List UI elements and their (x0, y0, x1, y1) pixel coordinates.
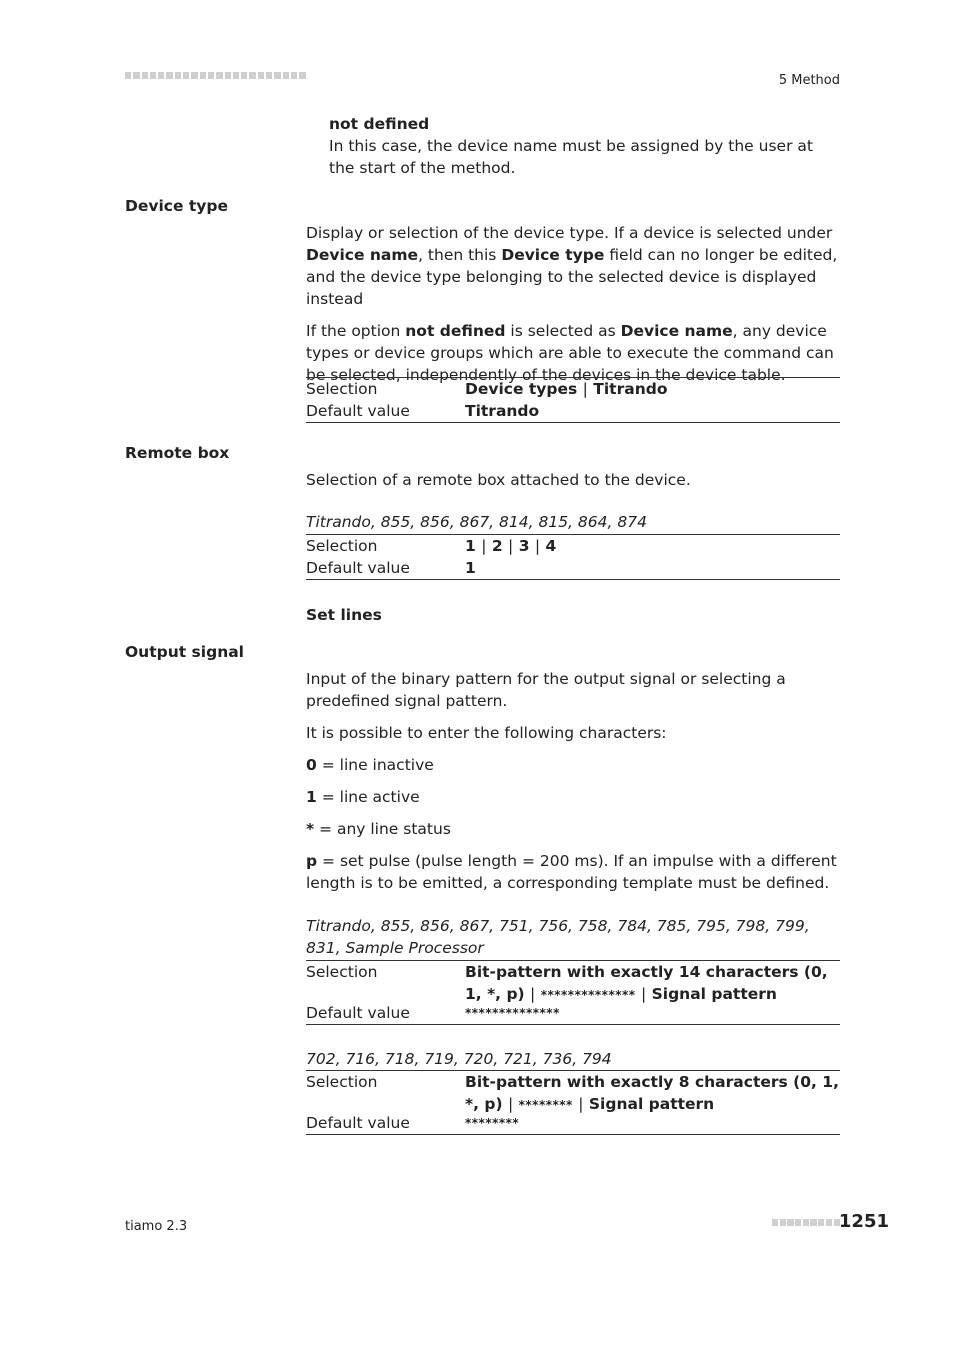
table-row (306, 400, 840, 422)
page-number: 1251 (838, 1211, 889, 1232)
option: 1 (465, 537, 476, 555)
paragraph: It is possible to enter the following characters: (306, 724, 667, 742)
paragraph: Input of the binary pattern for the output signal or selecting a predefined signal pattern. (306, 670, 786, 710)
table-value: Titrando (465, 402, 540, 420)
output-signal-table-1 (306, 960, 840, 1025)
remote-box-caption: Titrando, 855, 856, 867, 814, 815, 864, 874 (306, 513, 647, 531)
text: , any device types or device groups which are able to execute the command can be selected, independently of the devices in the device table. (306, 322, 834, 384)
term: Device name (306, 246, 419, 264)
table-row (306, 557, 840, 579)
text: field can no longer be edited, and the device type belonging to the selected device is displayed instead (306, 246, 838, 308)
table-row (306, 1002, 840, 1024)
separator: | (481, 537, 487, 555)
separator: | (578, 1095, 584, 1113)
char-key: 1 (306, 788, 317, 806)
table-value (465, 535, 840, 557)
option: Bit-pattern with exactly 8 characters (0, 1, *, p) (465, 1073, 839, 1113)
option: ************** (540, 988, 636, 1002)
separator: | (534, 537, 541, 555)
option: Signal pattern (651, 985, 777, 1003)
separator: | (530, 985, 536, 1003)
output-signal-table-2 (306, 1070, 840, 1135)
output-signal-caption-2: 702, 716, 718, 719, 720, 721, 736, 794 (306, 1050, 612, 1068)
table-value (465, 378, 840, 400)
table-key: Selection (306, 1073, 378, 1091)
table-value: 1 (465, 559, 476, 577)
text: , then this (418, 246, 502, 264)
char-key: 0 (306, 756, 317, 774)
char-desc: = set pulse (pulse length = 200 ms). If an impulse with a different length is to be emitted, a corresponding template must be defined. (306, 852, 837, 892)
set-lines-title: Set lines (306, 606, 382, 624)
char-desc: = line active (316, 788, 420, 806)
table-row (306, 1071, 840, 1116)
option: ******** (518, 1098, 573, 1112)
table-row (306, 961, 840, 1006)
device-type-table (306, 377, 840, 423)
option: Titrando (593, 380, 668, 398)
text: Display or selection of the device type. If a device is selected under (306, 224, 833, 242)
table-row (306, 1112, 840, 1134)
header-section: 5 Method (778, 73, 840, 88)
char-key: p (306, 852, 318, 870)
device-type-description (306, 222, 840, 386)
separator: | (508, 537, 514, 555)
footer-decoration (772, 1219, 840, 1226)
text: is selected as (505, 322, 621, 340)
remote-box-text: Selection of a remote box attached to the device. (306, 471, 691, 489)
option: 3 (518, 537, 530, 555)
char-desc: = line inactive (316, 756, 434, 774)
separator: | (582, 380, 588, 398)
text: If the option (306, 322, 406, 340)
table-value (465, 961, 840, 1006)
option: 2 (491, 537, 503, 555)
table-value: ************** (465, 1006, 560, 1020)
term: not defined (405, 322, 506, 340)
table-value: ******** (465, 1116, 520, 1130)
table-value (465, 1071, 840, 1116)
remote-box-label: Remote box (125, 444, 230, 462)
separator: | (640, 985, 647, 1003)
table-row (306, 535, 840, 557)
option: 4 (545, 537, 557, 555)
not-defined-text: In this case, the device name must be assigned by the user at the start of the method. (329, 137, 813, 177)
remote-box-table (306, 534, 840, 580)
separator: | (507, 1095, 514, 1113)
table-key: Default value (306, 1114, 410, 1132)
option: Device types (465, 380, 578, 398)
option: Bit-pattern with exactly 14 characters (0, 1, *, p) (465, 963, 828, 1003)
header-decoration (125, 72, 307, 80)
table-key: Default value (306, 559, 410, 577)
output-signal-description (306, 668, 840, 894)
footer-product: tiamo 2.3 (125, 1219, 188, 1234)
output-signal-caption-1: Titrando, 855, 856, 867, 751, 756, 758, 784, 785, 795, 798, 799, 831, Sample Processor (306, 917, 810, 957)
table-key: Default value (306, 402, 410, 420)
table-key: Default value (306, 1004, 410, 1022)
option: Signal pattern (588, 1095, 715, 1113)
char-key: * (306, 820, 315, 838)
table-key: Selection (306, 380, 378, 398)
table-row (306, 378, 840, 400)
table-key: Selection (306, 963, 378, 981)
term: Device type (501, 246, 605, 264)
device-type-label: Device type (125, 197, 229, 215)
not-defined-block (329, 113, 840, 179)
not-defined-title: not defined (329, 115, 430, 133)
table-key: Selection (306, 537, 378, 555)
output-signal-label: Output signal (125, 643, 244, 661)
term: Device name (620, 322, 733, 340)
char-desc: = any line status (314, 820, 451, 838)
